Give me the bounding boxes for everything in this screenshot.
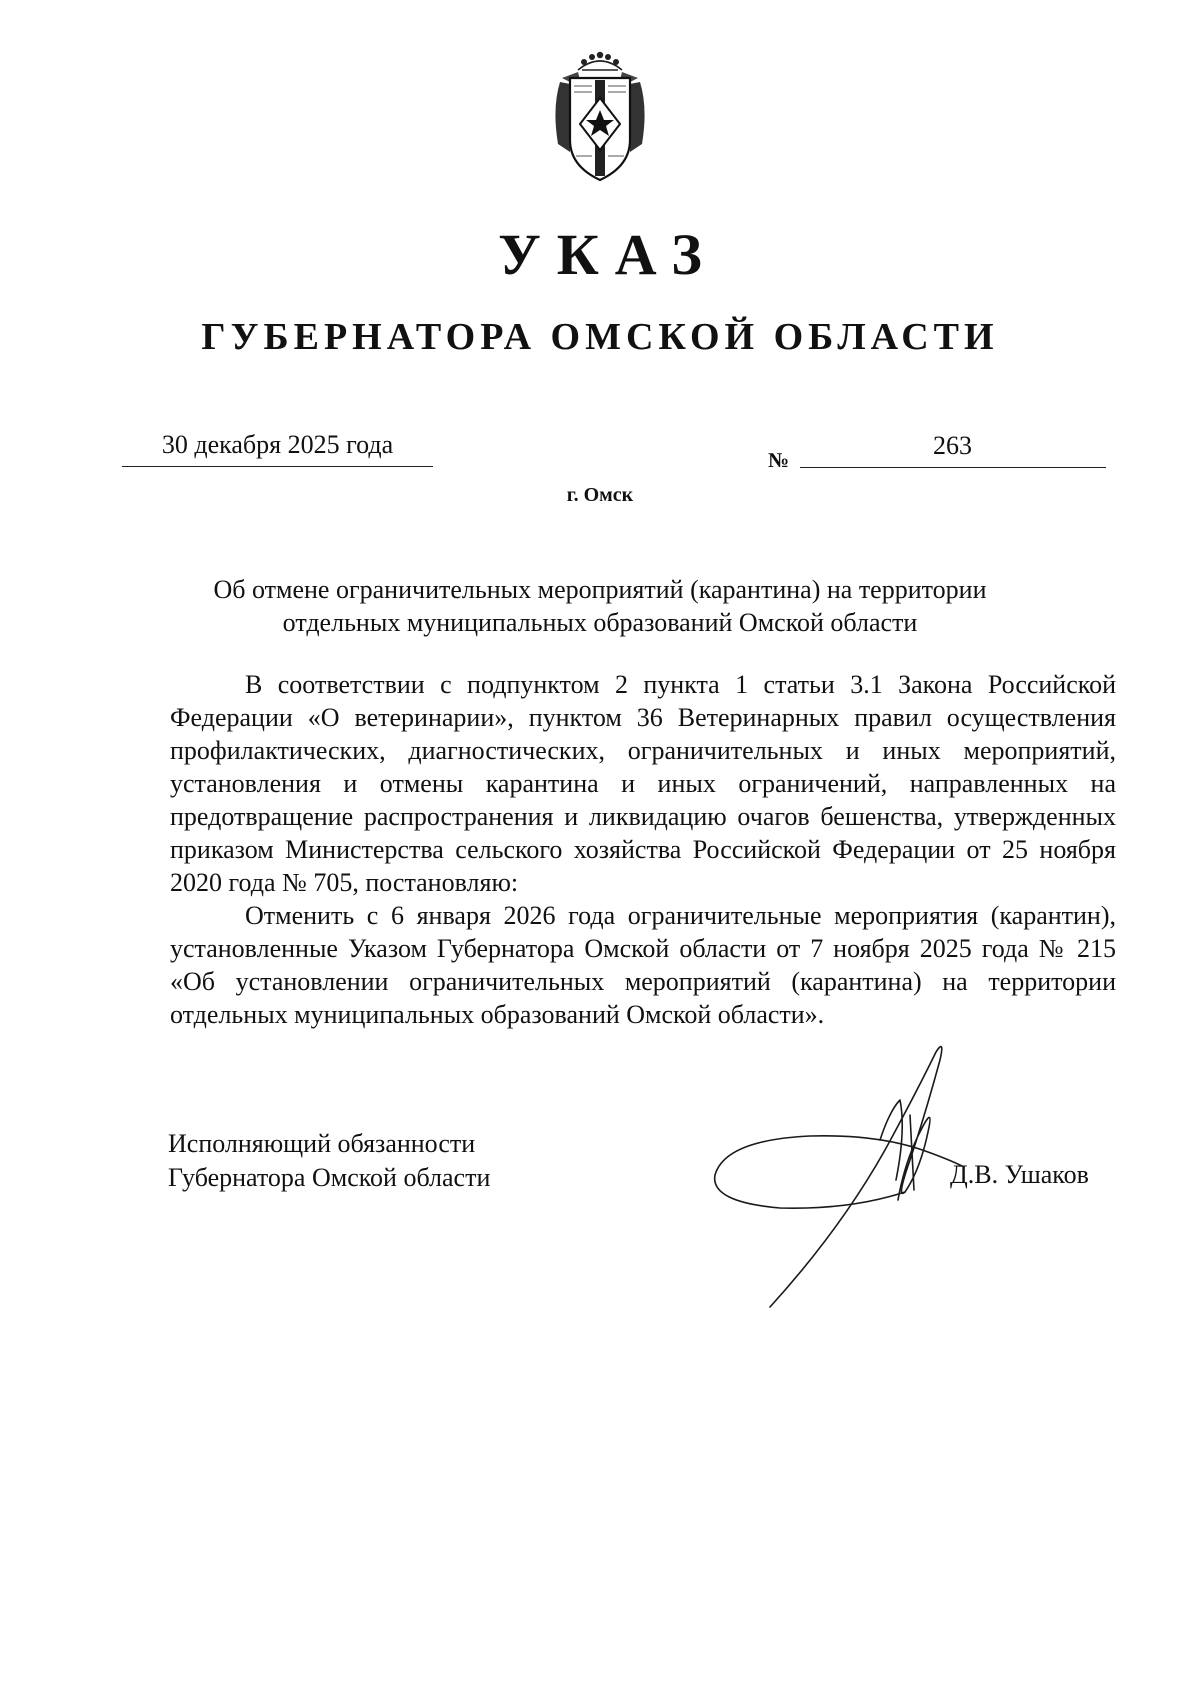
- issue-city: г. Омск: [566, 484, 634, 506]
- number-underline: [800, 467, 1106, 468]
- decree-number: 263: [933, 431, 972, 460]
- decree-body: [170, 668, 1116, 1031]
- body-paragraph: Отменить с 6 января 2026 года ограничительные мероприятия (карантин), установленные Указом Губернатора Омской области от 7 ноября 2025 года № 215 «Об установлении ограничительных мероприятий (карантина) на территории отдельных муниципальных образований Омской области».: [170, 901, 1116, 1029]
- signatory-name: Д.В. Ушаков: [950, 1160, 1089, 1189]
- subject-line: Об отмене ограничительных мероприятий (карантина) на территории: [213, 575, 987, 604]
- decree-subject: [150, 573, 1050, 639]
- position-line: Губернатора Омской области: [168, 1163, 491, 1192]
- coat-of-arms-icon: [548, 48, 652, 188]
- number-label: №: [768, 448, 790, 472]
- decree-title: УКАЗ: [498, 222, 718, 287]
- subject-line: отдельных муниципальных образований Омской области: [282, 608, 918, 637]
- date-underline: [122, 466, 433, 467]
- signatory-position: [168, 1127, 490, 1195]
- position-line: Исполняющий обязанности: [168, 1129, 476, 1158]
- body-paragraph: В соответствии с подпунктом 2 пункта 1 статьи 3.1 Закона Российской Федерации «О ветеринарии», пунктом 36 Ветеринарных правил осуществления профилактических, диагностических, ограничительных и иных мероприятий, установления и отмены карантина и иных ограничений, направленных на предотвращение распространения и ликвидацию очагов бешенства, утвержденных приказом Министерства сельского хозяйства Российской Федерации от 25 ноября 2020 года № 705, постановляю:: [170, 670, 1116, 897]
- decree-issuer: ГУБЕРНАТОРА ОМСКОЙ ОБЛАСТИ: [201, 316, 999, 358]
- decree-date: 30 декабря 2025 года: [161, 430, 394, 459]
